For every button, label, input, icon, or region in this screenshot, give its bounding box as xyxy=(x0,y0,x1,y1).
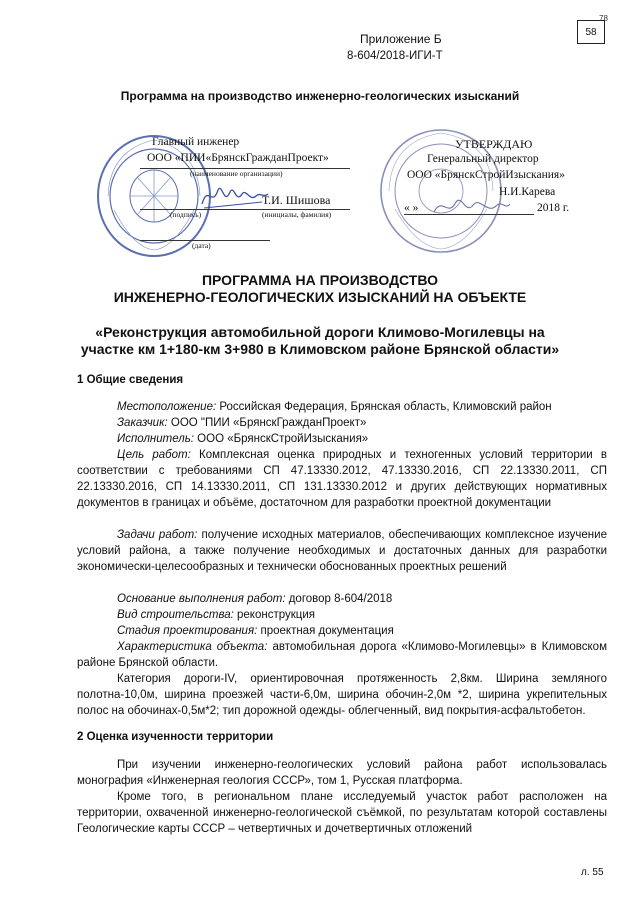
construction-paragraph xyxy=(77,607,607,623)
object-value: автомобильная дорога «Климово-Могилевцы» в Климовском районе Брянской области. xyxy=(77,641,607,669)
right-organization: ООО «БрянскСтройИзыскания» xyxy=(407,169,565,181)
director-position: Генеральный директор xyxy=(427,153,539,165)
section-1-title: 1 Общие сведения xyxy=(77,374,184,386)
tasks-paragraph xyxy=(77,527,607,575)
handwritten-signature-left xyxy=(200,178,270,212)
location-label: Местоположение: xyxy=(117,401,217,413)
page-number-box: 58 xyxy=(577,20,605,44)
heading-line-2: ИНЖЕНЕРНО-ГЕОЛОГИЧЕСКИХ ИЗЫСКАНИЙ НА ОБЪЕКТЕ xyxy=(113,289,527,305)
executor-label: Исполнитель: xyxy=(117,433,194,445)
tasks-label: Задачи работ: xyxy=(117,529,198,541)
program-title: Программа на производство инженерно-геологических изысканий xyxy=(120,89,520,103)
customer-label: Заказчик: xyxy=(117,417,168,429)
sheet-number: л. 55 xyxy=(581,867,604,878)
object-line-2: участке км 1+180-км 3+980 в Климовском районе Брянской области» xyxy=(80,341,560,357)
location-value: Российская Федерация, Брянская область, Климовский район xyxy=(216,401,552,413)
stage-label: Стадия проектирования: xyxy=(117,625,258,637)
document-heading xyxy=(0,272,640,306)
construction-value: реконструкция xyxy=(233,609,316,621)
goal-paragraph xyxy=(77,447,607,511)
signature-caption: (подпись) xyxy=(170,210,202,219)
executor-paragraph xyxy=(77,431,607,447)
date-caption: (дата) xyxy=(192,241,211,250)
document-code: 8-604/2018-ИГИ-Т xyxy=(347,50,443,62)
study-paragraph-1: При изучении инженерно-геологических условий района работ использовалась монография «Инженерная геология СССР», том 1, Русская платформа. xyxy=(77,759,607,787)
object-paragraph xyxy=(77,639,607,671)
location-paragraph xyxy=(77,399,607,415)
left-organization: ООО «ПИИ«БрянскГражданПроект» xyxy=(147,152,329,164)
stage-paragraph xyxy=(77,623,607,639)
approval-year: 2018 г. xyxy=(537,202,570,214)
object-line-1: «Реконструкция автомобильной дороги Климово-Могилевцы на xyxy=(95,324,545,340)
section-2-title: 2 Оценка изученности территории xyxy=(77,731,274,743)
approval-date: « » xyxy=(404,202,419,214)
study-paragraph-2: Кроме того, в региональном плане исследуемый участок работ расположен на территории, охваченной инженерно-геологической съёмкой, по результатам которой составлены Геологические карты СССР – четвертичных и дочетвертичных отложений xyxy=(77,791,607,835)
goal-value: Комплексная оценка природных и техногенных условий территории в соответствии с требованиями СП 47.13330.2012, 47.13330.2016, СП 22.13330.2011, СП 22.13330.2016, СП 14.13330.2011, СП 131.13330.2012 и других действующих нормативных документов в границах и объёме, достаточном для разработки проектной документации xyxy=(77,449,607,509)
basis-paragraph xyxy=(77,591,607,607)
heading-line-1: ПРОГРАММА НА ПРОИЗВОДСТВО xyxy=(201,272,439,288)
object-label: Характеристика объекта: xyxy=(117,641,268,653)
director-name: Н.И.Карева xyxy=(499,186,556,198)
customer-value: ООО "ПИИ «БрянскГражданПроект» xyxy=(167,417,367,429)
appendix-label: Приложение Б xyxy=(360,32,442,46)
page-number-superscript: 78 xyxy=(599,14,608,23)
chief-engineer-name: Т.И. Шишова xyxy=(262,193,331,207)
handwritten-signature-right xyxy=(432,192,512,222)
category-paragraph: Категория дороги-IV, ориентировочная протяженность 2,8км. Ширина земляного полотна-10,0м, ширина проезжей части-6,0м, ширина обочин-2,0м *2, ширина укрепительных полос на обочинах-0,5м*2; тип дорожной одежды- облегченный, вид покрытия-асфальтобетон. xyxy=(77,673,607,717)
org-caption: (наименование организации) xyxy=(190,169,283,178)
tasks-value: получение исходных материалов, обеспечивающих комплексное изучение условий района, а также получение необходимых и достаточных данных для разработки экономически-целесообразных и технически обоснованных проектных решений xyxy=(77,529,607,573)
stage-value: проектная документация xyxy=(257,625,394,637)
approval-title: УТВЕРЖДАЮ xyxy=(455,137,533,151)
basis-label: Основание выполнения работ: xyxy=(117,593,286,605)
goal-label: Цель работ: xyxy=(117,449,191,461)
construction-label: Вид строительства: xyxy=(117,609,234,621)
basis-value: договор 8-604/2018 xyxy=(285,593,393,605)
name-caption: (инициалы, фамилия) xyxy=(262,210,332,219)
executor-value: ООО «БрянскСтройИзыскания» xyxy=(193,433,369,445)
object-heading xyxy=(0,324,640,358)
chief-engineer-title: Главный инженер xyxy=(152,136,240,148)
customer-paragraph xyxy=(77,415,607,431)
